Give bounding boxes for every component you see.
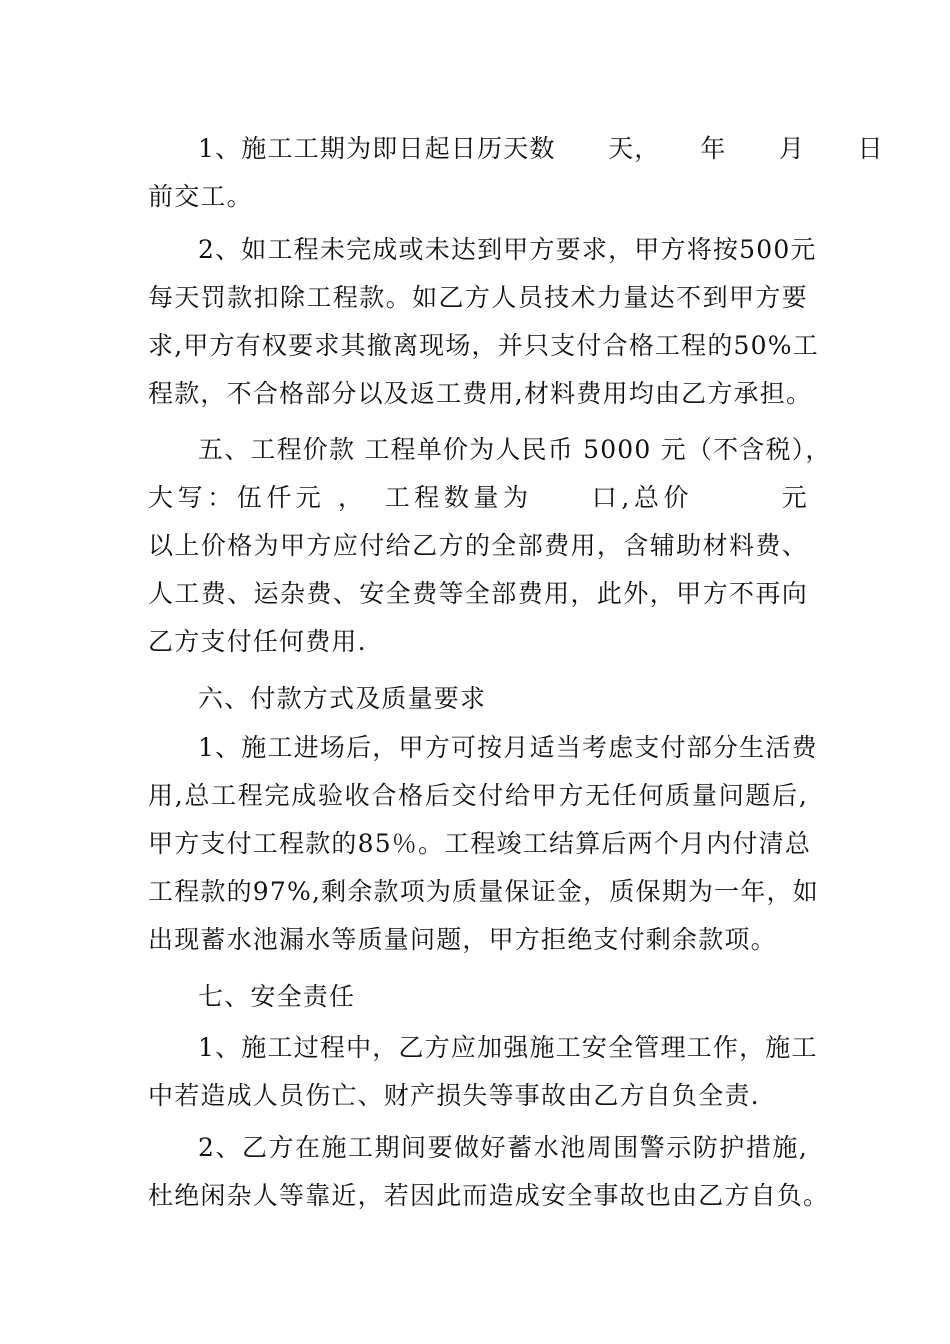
text-line: 1、施工过程中，乙方应加强施工安全管理工作，施工 bbox=[198, 1033, 818, 1062]
paragraph-penalty bbox=[148, 226, 819, 418]
text-line: 五、工程价款 工程单价为人民币 5000 元（不含税）， bbox=[198, 435, 832, 464]
paragraph-payment bbox=[148, 724, 819, 964]
text-line: 以上价格为甲方应付给乙方的全部费用，含辅助材料费、 bbox=[148, 531, 808, 560]
text-line: 2、乙方在施工期间要做好蓄水池周围警示防护措施, bbox=[198, 1133, 808, 1162]
section-heading-safety bbox=[148, 973, 808, 1021]
paragraph-schedule bbox=[148, 125, 884, 221]
text-line: 工程款的97%,剩余款项为质量保证金，质保期为一年，如 bbox=[148, 877, 819, 906]
section-price bbox=[148, 426, 832, 666]
text-line: 乙方支付任何费用. bbox=[148, 627, 367, 656]
text-line: 前交工。 bbox=[148, 182, 253, 211]
text-line: 求,甲方有权要求其撤离现场，并只支付合格工程的50%工 bbox=[148, 331, 819, 360]
text-line: 2、如工程未完成或未达到甲方要求，甲方将按500元 bbox=[198, 235, 817, 264]
text-line: 用,总工程完成验收合格后交付给甲方无任何质量问题后, bbox=[148, 781, 808, 810]
section-heading: 七、安全责任 bbox=[198, 982, 356, 1011]
paragraph-safety-1 bbox=[148, 1024, 818, 1120]
text-line: 中若造成人员伤亡、财产损失等事故由乙方自负全责. bbox=[148, 1081, 760, 1110]
paragraph-safety-2 bbox=[148, 1124, 830, 1220]
text-line: 甲方支付工程款的85％。工程竣工结算后两个月内付清总 bbox=[148, 829, 812, 858]
text-line: 出现蓄水池漏水等质量问题，甲方拒绝支付剩余款项。 bbox=[148, 925, 777, 954]
text-line: 程款，不合格部分以及返工费用,材料费用均由乙方承担。 bbox=[148, 379, 813, 408]
text-line: 1、施工进场后，甲方可按月适当考虑支付部分生活费 bbox=[198, 733, 818, 762]
text-line: 1、施工工期为即日起日历天数 天， 年 月 日 bbox=[198, 134, 884, 163]
section-heading: 六、付款方式及质量要求 bbox=[198, 684, 487, 713]
text-line: 大写：伍仟元 ， 工程数量为 口,总价 元 bbox=[148, 483, 808, 512]
text-line: 人工费、运杂费、安全费等全部费用，此外，甲方不再向 bbox=[148, 579, 808, 608]
text-line: 每天罚款扣除工程款。如乙方人员技术力量达不到甲方要 bbox=[148, 283, 808, 312]
section-heading-payment bbox=[148, 675, 808, 723]
text-line: 杜绝闲杂人等靠近，若因此而造成安全事故也由乙方自负。 bbox=[148, 1181, 830, 1210]
